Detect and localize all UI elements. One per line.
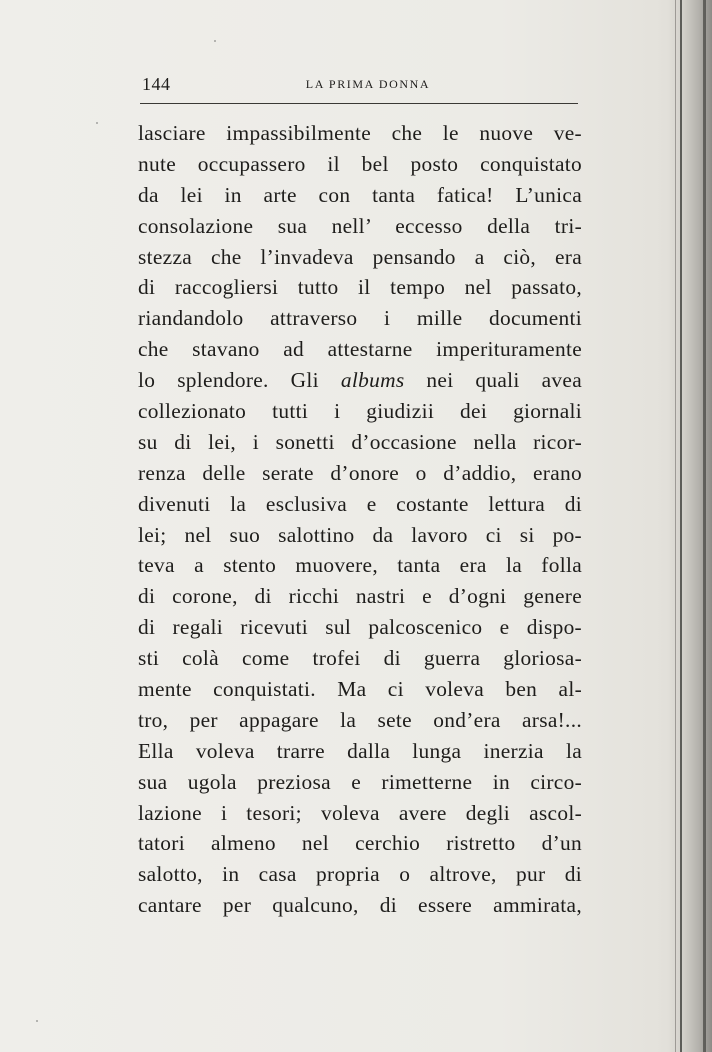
text-line: renza delle serate d’onore o d’addio, erano xyxy=(138,460,582,485)
text-line: di regali ricevuti sul palcoscenico e dispo- xyxy=(138,615,582,640)
body-text xyxy=(138,118,582,921)
page-header xyxy=(140,74,578,96)
running-title: LA PRIMA DONNA xyxy=(305,77,431,91)
text-line: lei; nel suo salottino da lavoro ci si po- xyxy=(138,522,582,547)
paper-speck xyxy=(96,122,98,124)
text-line: stezza che l’invadeva pensando a ciò, era xyxy=(138,244,582,269)
text-line: che stavano ad attestarne imperituramente xyxy=(138,337,582,362)
text-line: teva a stento muovere, tanta era la folla xyxy=(138,553,582,578)
text-line: lasciare impassibilmente che le nuove ve- xyxy=(138,121,582,145)
text-line: riandandolo attraverso i mille documenti xyxy=(138,306,582,331)
text-line: salotto, in casa propria o altrove, pur di xyxy=(138,862,582,887)
text-line: da lei in arte con tanta fatica! L’unica xyxy=(138,182,582,207)
text-line: sua ugola preziosa e rimetterne in circo- xyxy=(138,769,582,794)
text-line: di corone, di ricchi nastri e d’ogni genere xyxy=(138,584,582,609)
header-rule xyxy=(140,103,578,104)
text-segment: nei quali avea xyxy=(426,368,582,393)
text-line: divenuti la esclusiva e costante lettura di xyxy=(138,491,582,516)
text-line: tro, per appagare la sete ond’era arsa!... xyxy=(138,707,582,732)
text-line: Ella voleva trarre dalla lunga inerzia la xyxy=(138,738,582,763)
binding-edge-line-faint xyxy=(675,0,676,1052)
text-line: cantare per qualcuno, di essere ammirata, xyxy=(138,893,582,918)
text-line: collezionato tutti i giudizii dei giornali xyxy=(138,399,582,424)
binding-edge-line xyxy=(680,0,682,1052)
text-line: tatori almeno nel cerchio ristretto d’un xyxy=(138,831,582,856)
text-segment: lo splendore. Gli xyxy=(138,368,319,393)
text-line: lazione i tesori; voleva avere degli ascol- xyxy=(138,800,582,825)
italic-word: albums xyxy=(340,368,405,393)
text-line-mixed xyxy=(138,365,582,396)
text-line: mente conquistati. Ma ci voleva ben al- xyxy=(138,677,582,702)
paper-speck xyxy=(36,1020,38,1022)
page-edge-line xyxy=(703,0,706,1052)
text-line: di raccogliersi tutto il tempo nel passato, xyxy=(138,275,582,300)
paper-speck xyxy=(214,40,216,42)
text-line: consolazione sua nell’ eccesso della tri- xyxy=(138,213,582,238)
text-line: nute occupassero il bel posto conquistato xyxy=(138,151,582,176)
text-line: sti colà come trofei di guerra gloriosa- xyxy=(138,646,582,671)
page-number: 144 xyxy=(142,74,171,94)
text-line: su di lei, i sonetti d’occasione nella ricor- xyxy=(138,429,582,454)
